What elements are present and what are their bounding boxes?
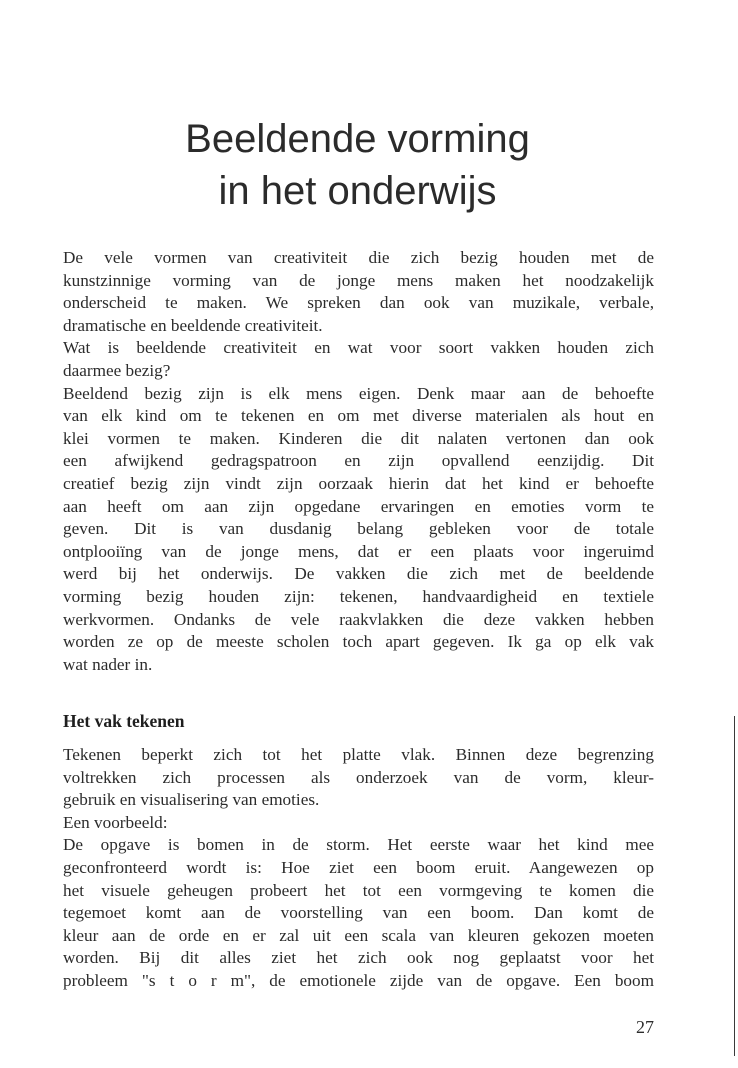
page-number: 27 xyxy=(636,1017,654,1037)
text-line: werkvormen. Ondanks de vele raakvlakken die deze vakken hebben xyxy=(63,609,654,629)
text-line: geven. Dit is van dusdanig belang gebleken voor de totale xyxy=(63,519,654,539)
page-title xyxy=(0,113,715,217)
text-line: werd bij het onderwijs. De vakken die zich met de beeldende xyxy=(63,564,654,584)
text-line: dramatische en beeldende creativiteit. xyxy=(63,315,323,335)
intro-paragraphs xyxy=(63,247,654,676)
title-line-1: Beeldende vorming xyxy=(185,117,530,161)
text-line: Tekenen beperkt zich tot het platte vlak. Binnen deze begrenzing xyxy=(63,745,654,764)
section-paragraphs xyxy=(63,744,654,993)
text-line: onderscheid te maken. We spreken dan ook van muzikale, verbale, xyxy=(63,293,654,313)
text-line: een afwijkend gedragspatroon en zijn opvallend eenzijdig. Dit xyxy=(63,451,654,471)
text-line: klei vormen te maken. Kinderen die dit nalaten vertonen dan ook xyxy=(63,428,654,448)
text-line: tegemoet komt aan de voorstelling van een boom. Dan komt de xyxy=(63,903,654,923)
text-line: gebruik en visualisering van emoties. xyxy=(63,790,320,810)
text-line: geconfronteerd wordt is: Hoe ziet een boom eruit. Aangewezen op xyxy=(63,857,654,877)
text-line: kleur aan de orde en er zal uit een scala van kleuren gekozen moeten xyxy=(63,925,654,945)
text-line: probleem "s t o r m", de emotionele zijde van de opgave. Een boom xyxy=(63,970,654,990)
text-line: creatief bezig zijn vindt zijn oorzaak hierin dat het kind er behoefte xyxy=(63,473,654,493)
text-line: aan heeft om aan zijn opgedane ervaringen en emoties vorm te xyxy=(63,496,654,516)
text-line: daarmee bezig? xyxy=(63,360,171,380)
text-line: wat nader in. xyxy=(63,654,153,674)
text-line: ontplooiïng van de jonge mens, dat er een plaats voor ingeruimd xyxy=(63,541,654,561)
text-line: De opgave is bomen in de storm. Het eerste waar het kind mee xyxy=(63,835,654,855)
title-line-2: in het onderwijs xyxy=(218,169,497,213)
text-line: worden ze op de meeste scholen toch apart gegeven. Ik ga op elk vak xyxy=(63,632,654,652)
text-line: voltrekken zich processen als onderzoek van de vorm, kleur- xyxy=(63,767,654,787)
text-line: kunstzinnige vorming van de jonge mens maken het noodzakelijk xyxy=(63,270,654,290)
text-line: het visuele geheugen probeert het tot een vormgeving te komen die xyxy=(63,880,654,900)
text-line: Beeldend bezig zijn is elk mens eigen. Denk maar aan de behoefte xyxy=(63,383,654,403)
text-line: Wat is beeldende creativiteit en wat voor soort vakken houden zich xyxy=(63,338,654,358)
text-line: vorming bezig houden zijn: tekenen, handvaardigheid en textiele xyxy=(63,586,654,606)
section-heading: Het vak tekenen xyxy=(63,711,185,731)
text-line: van elk kind om te tekenen en om met diverse materialen als hout en xyxy=(63,406,654,426)
text-line: De vele vormen van creativiteit die zich bezig houden met de xyxy=(63,248,654,267)
text-line: Een voorbeeld: xyxy=(63,812,168,832)
text-line: worden. Bij dit alles ziet het zich ook nog geplaatst voor het xyxy=(63,948,654,968)
page-edge-line xyxy=(734,716,735,1056)
